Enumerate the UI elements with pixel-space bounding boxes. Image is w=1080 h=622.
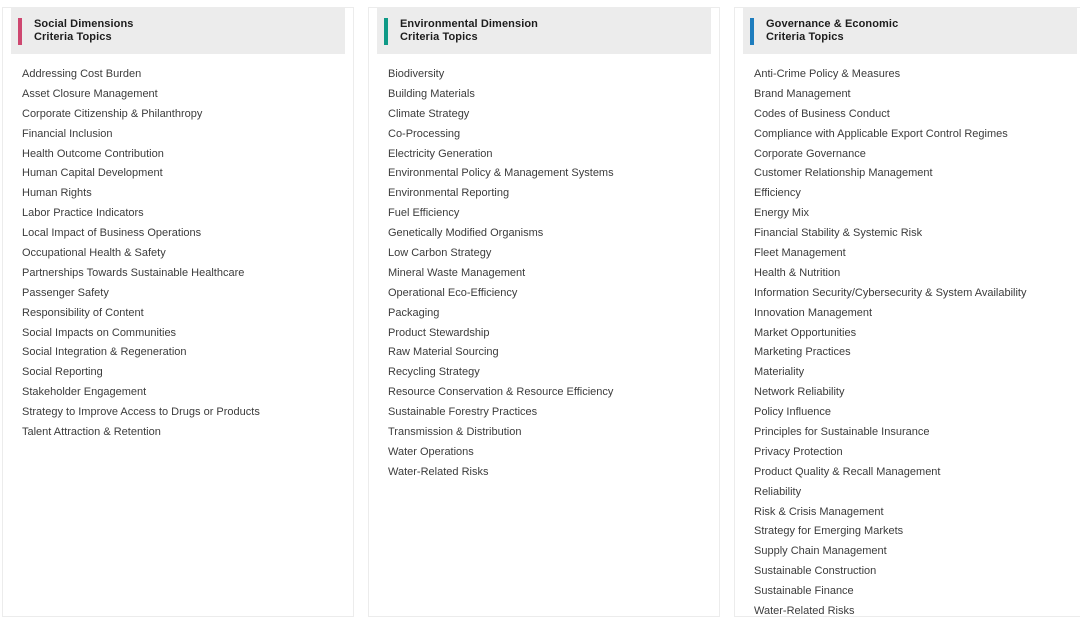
- topic-item: Market Opportunities: [754, 326, 857, 339]
- topic-item: Raw Material Sourcing: [388, 346, 499, 359]
- topic-item: Genetically Modified Organisms: [388, 227, 544, 240]
- topic-item: Information Security/Cybersecurity & System Availability: [754, 286, 1027, 299]
- topic-item: Responsibility of Content: [22, 306, 144, 319]
- criteria-columns: [2, 7, 1080, 617]
- topic-item: Mineral Waste Management: [388, 266, 526, 279]
- topic-item: Co-Processing: [388, 127, 461, 140]
- topic-list: [735, 54, 1080, 622]
- column-title: [34, 18, 134, 45]
- criteria-column-environmental-dimension: [368, 7, 720, 617]
- column-title-line2: Criteria Topics: [34, 31, 112, 43]
- topic-item: Health Outcome Contribution: [22, 147, 164, 160]
- topic-item: Marketing Practices: [754, 346, 851, 359]
- topic-item: Human Rights: [22, 187, 92, 200]
- column-header: [743, 8, 1077, 54]
- topic-item: Passenger Safety: [22, 286, 109, 299]
- column-header: [377, 8, 711, 54]
- topic-item: Network Reliability: [754, 386, 845, 399]
- column-title-line2: Criteria Topics: [766, 31, 844, 43]
- topic-item: Financial Inclusion: [22, 127, 113, 140]
- accent-bar: [750, 18, 754, 45]
- column-title-line1: Environmental Dimension: [400, 17, 538, 30]
- topic-item: Low Carbon Strategy: [388, 247, 492, 260]
- topic-item: Talent Attraction & Retention: [22, 426, 161, 439]
- topic-item: Social Reporting: [22, 366, 103, 379]
- topic-item: Innovation Management: [754, 306, 873, 319]
- topic-item: Corporate Governance: [754, 147, 866, 160]
- topic-item: Electricity Generation: [388, 147, 493, 160]
- topic-item: Operational Eco-Efficiency: [388, 286, 518, 299]
- criteria-column-social-dimensions: [2, 7, 354, 617]
- topic-item: Environmental Policy & Management Systems: [388, 167, 614, 180]
- topic-item: Water-Related Risks: [754, 605, 855, 618]
- topic-item: Policy Influence: [754, 406, 832, 419]
- topic-item: Privacy Protection: [754, 445, 843, 458]
- accent-bar: [384, 18, 388, 45]
- column-title-line1: Governance & Economic: [766, 17, 899, 30]
- topic-item: Product Quality & Recall Management: [754, 465, 941, 478]
- topic-item: Social Impacts on Communities: [22, 326, 177, 339]
- column-title: [400, 18, 538, 45]
- column-title-line2: Criteria Topics: [400, 31, 478, 43]
- topic-item: Occupational Health & Safety: [22, 247, 166, 260]
- topic-item: Brand Management: [754, 87, 851, 100]
- topic-item: Sustainable Construction: [754, 565, 877, 578]
- topic-item: Product Stewardship: [388, 326, 490, 339]
- topic-item: Asset Closure Management: [22, 87, 158, 100]
- accent-bar: [18, 18, 22, 45]
- topic-item: Fuel Efficiency: [388, 207, 460, 220]
- topic-item: Anti-Crime Policy & Measures: [754, 68, 901, 80]
- topic-item: Stakeholder Engagement: [22, 386, 147, 399]
- topic-item: Risk & Crisis Management: [754, 505, 884, 518]
- criteria-column-governance-economic: [734, 7, 1080, 617]
- topic-item: Social Integration & Regeneration: [22, 346, 187, 359]
- topic-item: Strategy for Emerging Markets: [754, 525, 904, 538]
- topic-item: Sustainable Finance: [754, 585, 854, 598]
- topic-item: Local Impact of Business Operations: [22, 227, 202, 240]
- column-title: [766, 18, 898, 45]
- topic-item: Labor Practice Indicators: [22, 207, 144, 220]
- topic-item: Transmission & Distribution: [388, 426, 522, 439]
- topic-item: Water Operations: [388, 445, 474, 458]
- topic-item: Reliability: [754, 485, 802, 498]
- topic-item: Financial Stability & Systemic Risk: [754, 227, 923, 240]
- topic-list: [369, 54, 719, 483]
- topic-item: Packaging: [388, 306, 440, 319]
- topic-item: Water-Related Risks: [388, 465, 489, 478]
- topic-item: Environmental Reporting: [388, 187, 510, 200]
- topic-item: Materiality: [754, 366, 805, 379]
- topic-item: Principles for Sustainable Insurance: [754, 426, 930, 439]
- topic-item: Partnerships Towards Sustainable Healthcare: [22, 266, 245, 279]
- topic-item: Customer Relationship Management: [754, 167, 933, 180]
- topic-item: Addressing Cost Burden: [22, 68, 142, 80]
- topic-item: Climate Strategy: [388, 107, 470, 120]
- column-title-line1: Social Dimensions: [34, 17, 134, 30]
- topic-item: Supply Chain Management: [754, 545, 887, 558]
- topic-item: Efficiency: [754, 187, 801, 200]
- topic-item: Building Materials: [388, 87, 475, 100]
- topic-item: Energy Mix: [754, 207, 810, 220]
- topic-item: Fleet Management: [754, 247, 846, 260]
- topic-item: Resource Conservation & Resource Efficiency: [388, 386, 614, 399]
- topic-item: Compliance with Applicable Export Control Regimes: [754, 127, 1008, 140]
- topic-item: Strategy to Improve Access to Drugs or Products: [22, 406, 260, 419]
- topic-list: [3, 54, 353, 443]
- topic-item: Health & Nutrition: [754, 266, 841, 279]
- topic-item: Human Capital Development: [22, 167, 163, 180]
- column-header: [11, 8, 345, 54]
- topic-item: Recycling Strategy: [388, 366, 480, 379]
- topic-item: Corporate Citizenship & Philanthropy: [22, 107, 203, 120]
- topic-item: Codes of Business Conduct: [754, 107, 890, 120]
- topic-item: Sustainable Forestry Practices: [388, 406, 538, 419]
- topic-item: Biodiversity: [388, 68, 445, 80]
